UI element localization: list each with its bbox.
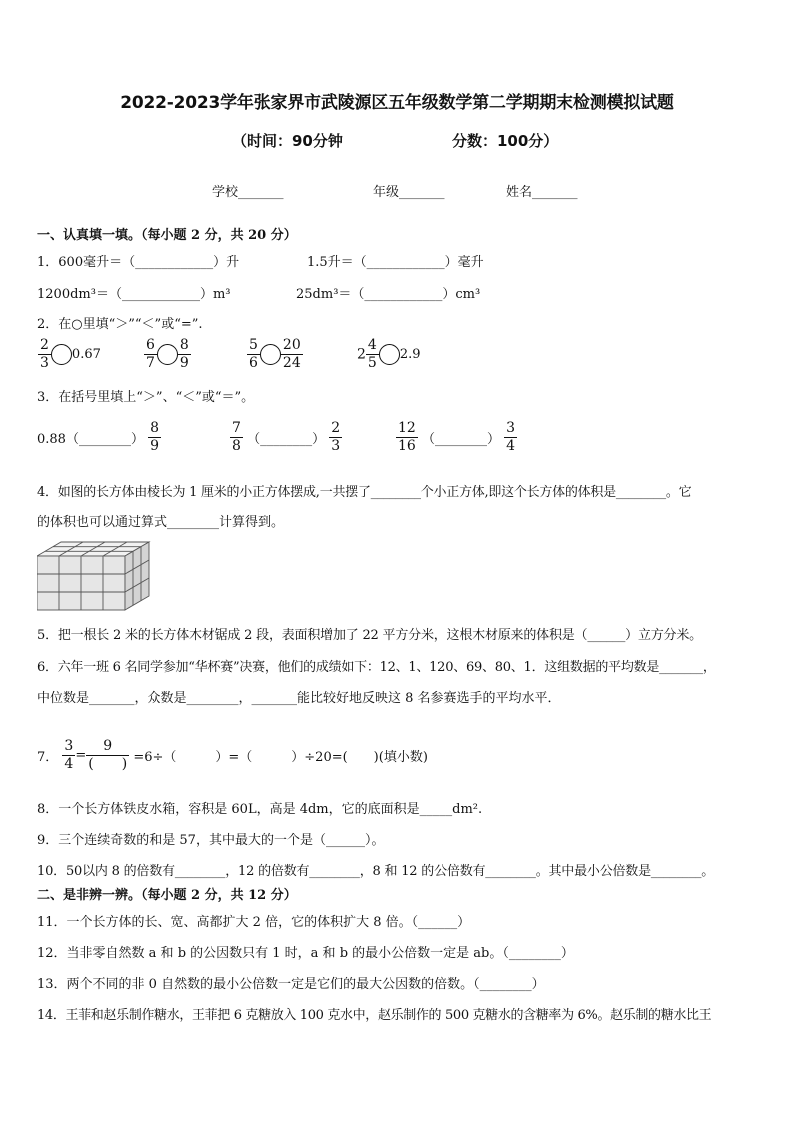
denominator: 4: [506, 438, 516, 454]
q1-part-c: 1200dm³＝（____________）m³: [37, 287, 231, 302]
numerator: 7: [232, 420, 241, 436]
q4-line-1: 4．如图的长方体由棱长为 1 厘米的小正方体摆成,一共摆了________个小正方体,即这个长方体的体积是________。它: [37, 485, 692, 500]
denominator: 16: [398, 438, 416, 454]
fraction: [281, 337, 303, 372]
q3-stem: 3．在括号里填上“＞”、“＜”或“＝”。: [37, 390, 255, 405]
q12-text: 12．当非零自然数 a 和 b 的公因数只有 1 时，a 和 b 的最小公倍数一定是 ab。（________）: [37, 946, 574, 961]
fraction: [144, 337, 157, 372]
school-field: 学校_______: [212, 185, 284, 200]
compare-circle[interactable]: [379, 344, 400, 365]
whole-part: 2: [357, 346, 366, 363]
denominator: 4: [64, 756, 74, 772]
q6-line-2: 中位数是_______，众数是________，_______能比较好地反映这 8 名参赛选手的平均水平．: [37, 691, 561, 706]
fraction: [366, 337, 379, 372]
q14-text: 14．王菲和赵乐制作糖水，王菲把 6 克糖放入 100 克水中，赵乐制作的 500 克糖水的含糖率为 6%。赵乐制的糖水比王: [37, 1008, 712, 1023]
denominator: 3: [40, 355, 49, 371]
denominator: 7: [146, 355, 155, 371]
numerator: 2: [40, 337, 49, 353]
section-1-heading: 一、认真填一填。（每小题 2 分，共 20 分）: [37, 228, 297, 243]
q5-text: 5．把一根长 2 米的长方体木材锯成 2 段，表面积增加了 22 平方分米，这根木材原来的体积是（______）立方分米。: [37, 628, 702, 643]
compare-circle[interactable]: [51, 344, 72, 365]
q7-expression: [37, 738, 428, 773]
compare-circle[interactable]: [157, 344, 178, 365]
numerator: 5: [249, 337, 258, 353]
denominator: 24: [282, 355, 301, 371]
fraction: [148, 420, 161, 455]
numerator: 9: [86, 738, 129, 756]
fraction: [62, 738, 75, 773]
left-expression: 0.88（________）: [37, 432, 144, 447]
section-2-heading: 二、是非辨一辨。（每小题 2 分，共 12 分）: [37, 888, 297, 903]
numerator: 8: [179, 337, 189, 353]
fraction: [38, 337, 51, 372]
q1-part-d: 25dm³＝（____________）cm³: [296, 287, 481, 302]
q2-item-2: [144, 337, 191, 372]
denominator-blank[interactable]: ( ): [88, 756, 128, 772]
fraction: [329, 420, 342, 455]
name-field: 姓名_______: [506, 185, 578, 200]
numerator: 6: [146, 337, 155, 353]
cuboid-figure: [37, 540, 153, 612]
denominator: 5: [367, 355, 377, 371]
q2-item-1: [38, 337, 101, 372]
q10-text: 10．50以内 8 的倍数有________，12 的倍数有________，8 和 12 的公倍数有________。其中最小公倍数是________。: [37, 864, 715, 879]
numerator: 8: [150, 420, 160, 436]
numerator: 3: [506, 420, 516, 436]
q2-item-3: [247, 337, 303, 372]
q1-part-a: 1．600毫升＝（____________）升: [37, 255, 240, 270]
answer-blank[interactable]: （________）: [247, 432, 326, 447]
numerator: 2: [331, 420, 341, 436]
numerator: 4: [367, 337, 377, 353]
q7-rest: =6÷（ ）=（ ）÷20=( )(填小数): [133, 750, 428, 765]
fraction: [86, 738, 129, 773]
q9-text: 9．三个连续奇数的和是 57，其中最大的一个是（______）。: [37, 833, 385, 848]
answer-blank[interactable]: （________）: [421, 432, 500, 447]
denominator: 9: [179, 355, 189, 371]
q8-text: 8．一个长方体铁皮水箱，容积是 60L，高是 4dm，它的底面积是_____dm².: [37, 802, 483, 817]
q4-line-2: 的体积也可以通过算式________计算得到。: [37, 515, 285, 530]
numerator: 3: [64, 738, 74, 754]
fraction: [504, 420, 517, 455]
fraction: [178, 337, 191, 372]
q3-item-3: [396, 420, 517, 455]
value: 2.9: [399, 347, 421, 362]
q13-text: 13．两个不同的非 0 自然数的最小公倍数一定是它们的最大公因数的倍数。（________）: [37, 977, 545, 992]
denominator: 6: [249, 355, 258, 371]
denominator: 3: [331, 438, 341, 454]
equals-sign: =: [75, 748, 87, 763]
denominator: 8: [232, 438, 241, 454]
exam-title: 2022-2023学年张家界市武陵源区五年级数学第二学期期末检测模拟试题: [120, 93, 674, 113]
fraction: [396, 420, 418, 455]
exam-score: 分数：100分）: [452, 132, 559, 150]
exam-time: （时间：90分钟: [232, 132, 343, 150]
numerator: 12: [398, 420, 416, 436]
q2-item-4: [357, 337, 421, 372]
q3-item-2: [230, 420, 342, 455]
q1-part-b: 1.5升＝（____________）毫升: [307, 255, 484, 270]
grade-field: 年级_______: [373, 185, 445, 200]
question-number: 7．: [37, 750, 59, 765]
q11-text: 11．一个长方体的长、宽、高都扩大 2 倍，它的体积扩大 8 倍。（______）: [37, 915, 471, 930]
compare-circle[interactable]: [260, 344, 281, 365]
fraction: [247, 337, 260, 372]
numerator: 20: [282, 337, 301, 353]
fraction: [230, 420, 243, 455]
q3-item-1: [37, 420, 161, 455]
value: 0.67: [71, 347, 101, 362]
denominator: 9: [150, 438, 160, 454]
q6-line-1: 6．六年一班 6 名同学参加“华杯赛”决赛，他们的成绩如下：12、1、120、69、80、1．这组数据的平均数是_______，: [37, 660, 716, 675]
q2-stem: 2．在○里填“＞”“＜”或“=”.: [37, 317, 203, 332]
